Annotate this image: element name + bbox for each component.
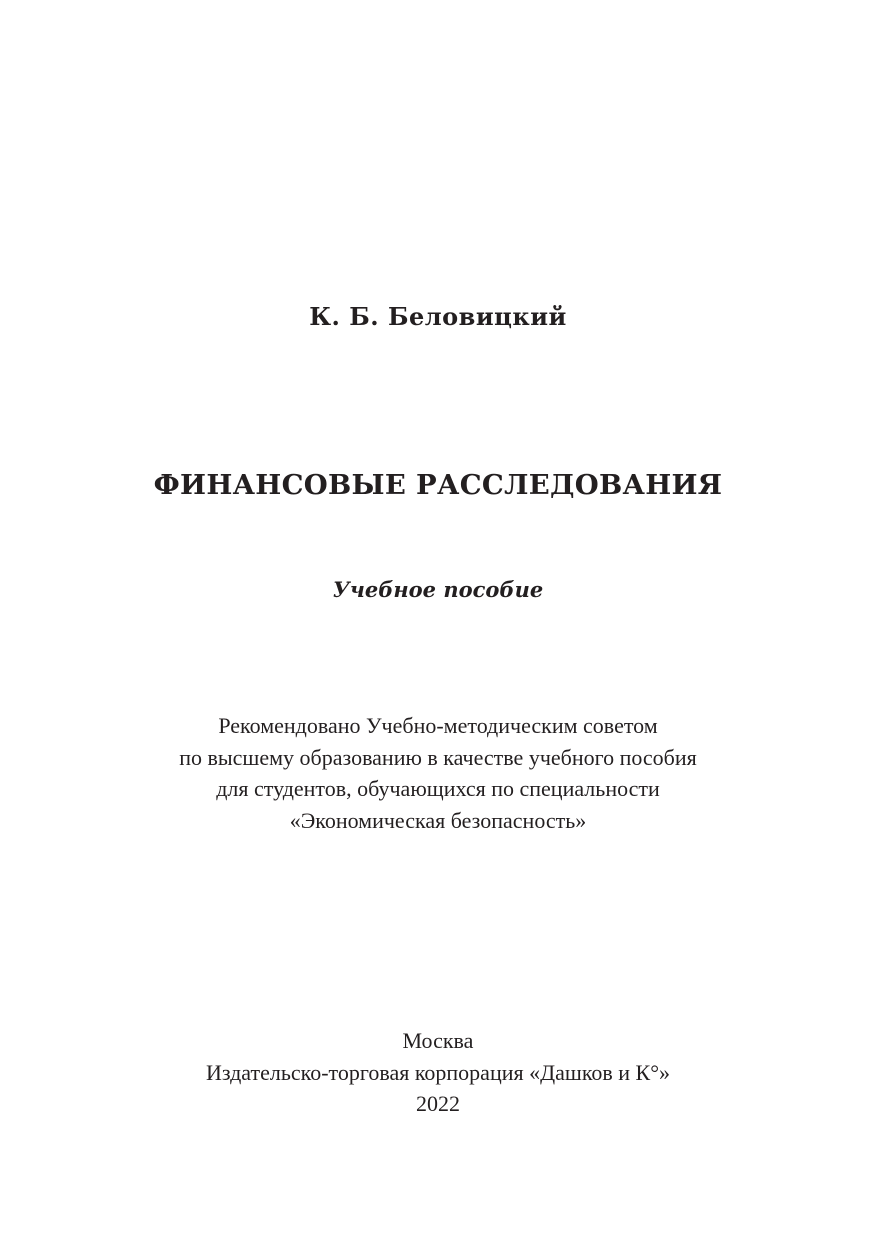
recommendation-line: для студентов, обучающихся по специальности — [216, 776, 660, 801]
book-title: ФИНАНСОВЫЕ РАССЛЕДОВАНИЯ — [153, 469, 723, 501]
recommendation-line: Рекомендовано Учебно-методическим советом — [218, 713, 658, 738]
imprint-year: 2022 — [416, 1091, 460, 1116]
author-name: К. Б. Беловицкий — [309, 302, 567, 331]
book-subtitle: Учебное пособие — [332, 577, 544, 602]
imprint-publisher: Издательско-торговая корпорация «Дашков и К°» — [205, 1059, 671, 1085]
imprint-city: Москва — [402, 1028, 474, 1053]
recommendation-note — [0, 710, 876, 836]
recommendation-line: «Экономическая безопасность» — [289, 807, 587, 833]
imprint — [0, 1025, 876, 1120]
recommendation-line: по высшему образованию в качестве учебного пособия — [179, 744, 697, 770]
